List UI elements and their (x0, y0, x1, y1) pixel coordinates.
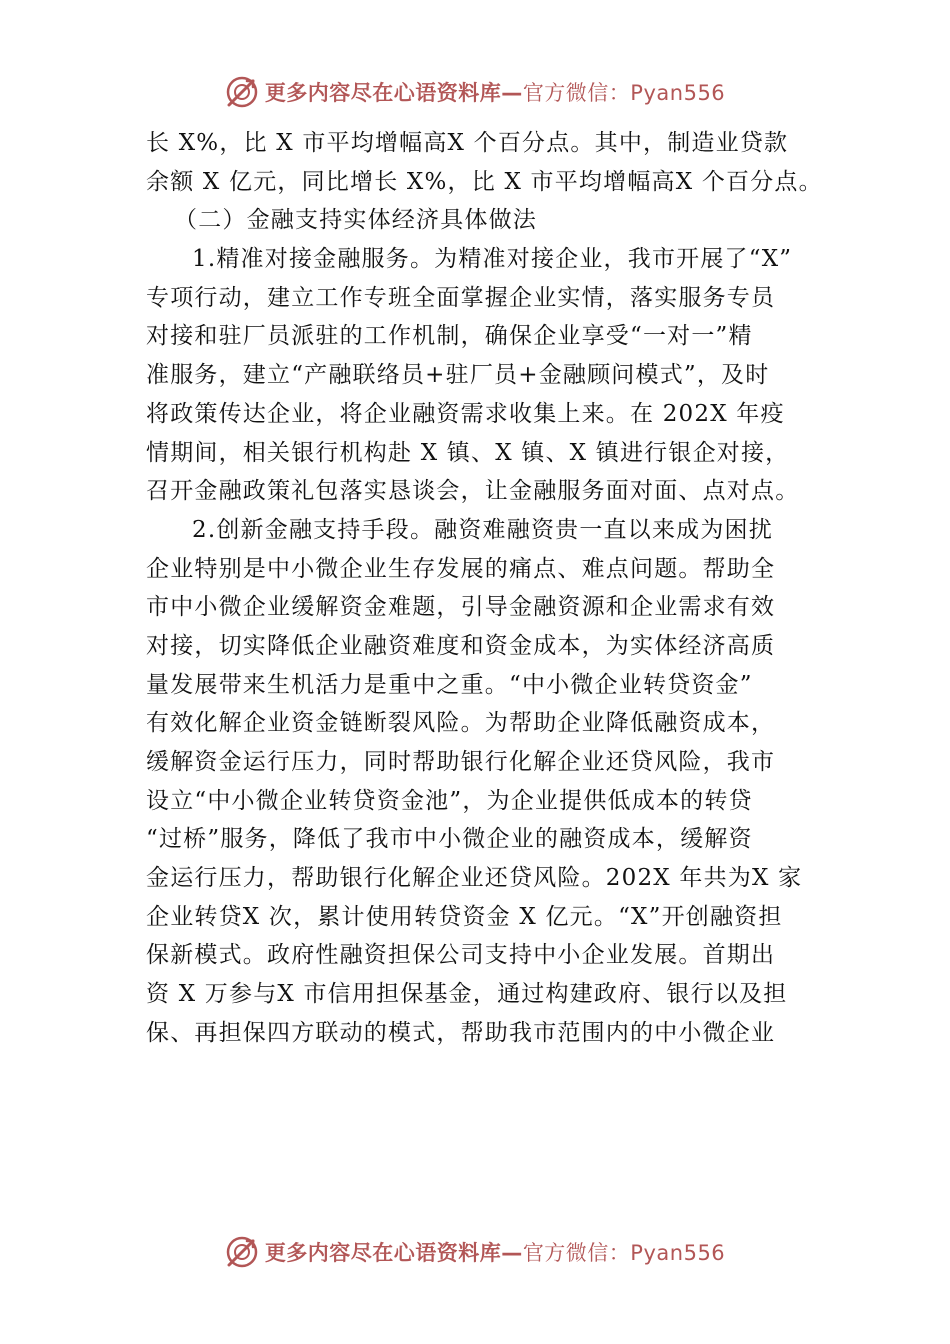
body-line: 情期间，相关银行机构赴 X 镇、X 镇、X 镇进行银企对接， (146, 439, 790, 466)
body-line: 准服务，建立“产融联络员+驻厂员+金融顾问模式”，及时 (146, 362, 770, 389)
body-line: 资 X 万参与X 市信用担保基金，通过构建政府、银行以及担 (146, 981, 788, 1008)
body-line: “过桥”服务，降低了我市中小微企业的融资成本，缓解资 (146, 826, 753, 853)
body-line: 长 X%，比 X 市平均增幅高X 个百分点。其中，制造业贷款 (146, 130, 789, 156)
body-line: 缓解资金运行压力，同时帮助银行化解企业还贷风险，我市 (146, 749, 776, 775)
body-line: 保、再担保四方联动的模式，帮助我市范围内的中小微企业 (146, 1019, 776, 1046)
logo-icon (225, 1235, 259, 1269)
banner-text: 更多内容尽在心语资料库—官方微信：Pyan556 (264, 1241, 726, 1265)
body-line: 量发展带来生机活力是重中之重。“中小微企业转贷资金” (146, 671, 753, 698)
wechat-label: 官方微信：Pyan556 (522, 1241, 726, 1265)
body-line: 设立“中小微企业转贷资金池”，为企业提供低成本的转贷 (146, 787, 753, 814)
banner-text: 更多内容尽在心语资料库—官方微信：Pyan556 (264, 81, 726, 105)
logo-icon (225, 75, 259, 109)
body-line: 对接和驻厂员派驻的工作机制，确保企业享受“一对一”精 (146, 323, 753, 350)
body-line: 召开金融政策礼包落实恳谈会，让金融服务面对面、点对点。 (146, 478, 800, 505)
body-line: 专项行动，建立工作专班全面掌握企业实情，落实服务专员 (146, 284, 776, 311)
footer-banner (0, 1230, 950, 1274)
header-banner (0, 70, 950, 114)
body-line: 对接，切实降低企业融资难度和资金成本，为实体经济高质 (146, 632, 776, 659)
paragraph-start: 1.精准对接金融服务。为精准对接企业，我市开展了“X” (192, 246, 793, 273)
body-line: 企业转贷X 次，累计使用转贷资金 X 亿元。“X”开创融资担 (146, 903, 783, 930)
body-line: 将政策传达企业，将企业融资需求收集上来。在 202X 年疫 (146, 400, 785, 427)
wechat-label: 官方微信：Pyan556 (522, 81, 726, 105)
section-heading: （二）金融支持实体经济具体做法 (174, 207, 537, 234)
paragraph-start: 2.创新金融支持手段。融资难融资贵一直以来成为困扰 (192, 516, 773, 543)
body-line: 余额 X 亿元，同比增长 X%，比 X 市平均增幅高X 个百分点。 (146, 168, 823, 195)
body-line: 有效化解企业资金链断裂风险。为帮助企业降低融资成本， (146, 710, 776, 737)
document-body (146, 124, 823, 1053)
body-line: 保新模式。政府性融资担保公司支持中小企业发展。首期出 (146, 942, 776, 969)
body-line: 金运行压力，帮助银行化解企业还贷风险。202X 年共为X 家 (146, 865, 803, 892)
body-line: 市中小微企业缓解资金难题，引导金融资源和企业需求有效 (146, 594, 776, 621)
body-line: 企业特别是中小微企业生存发展的痛点、难点问题。帮助全 (146, 555, 776, 582)
